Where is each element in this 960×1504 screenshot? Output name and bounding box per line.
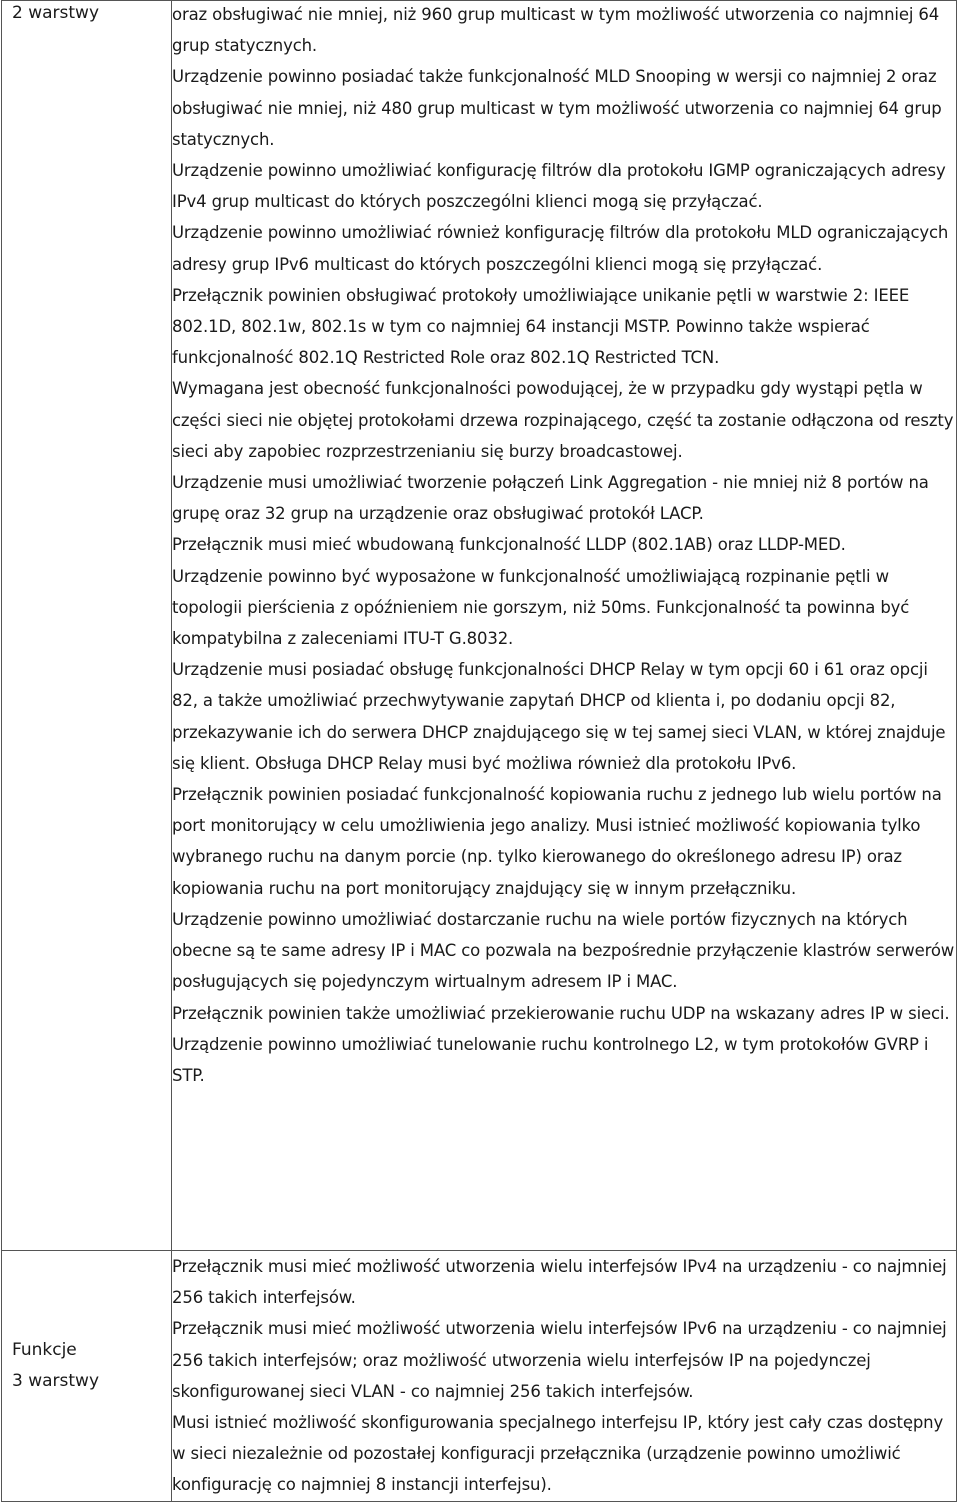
paragraph: Przełącznik musi mieć możliwość utworzenia wielu interfejsów IPv4 na urządzeniu - co najmniej 256 takich interfejsów.	[172, 1257, 947, 1308]
table-row	[2, 1251, 957, 1502]
paragraph: Urządzenie musi umożliwiać tworzenie połączeń Link Aggregation - nie mniej niż 8 portów na grupę oraz 32 grup na urządzenie oraz obsługiwać protokół LACP.	[172, 473, 929, 524]
paragraph: Przełącznik powinien także umożliwiać przekierowanie ruchu UDP na wskazany adres IP w sieci.	[172, 1003, 950, 1023]
paragraph: Urządzenie powinno być wyposażone w funkcjonalność umożliwiającą rozpinanie pętli w topologii pierścienia z opóźnieniem nie gorszym, niż 50ms. Funkcjonalność ta powinna być kompatybilna z zaleceniami ITU-T G.8032.	[172, 566, 910, 649]
paragraph: Musi istnieć możliwość skonfigurowania specjalnego interfejsu IP, który jest cały czas dostępny w sieci niezależnie od pozostałej konfiguracji przełącznika (urządzenie powinno umożliwić konfigurację co najmniej 8 instancji interfejsu).	[172, 1413, 944, 1495]
row-label-cell	[2, 1251, 172, 1502]
row-label-line: 3 warstwy	[12, 1371, 100, 1391]
table-row	[2, 1, 957, 1251]
paragraph: Przełącznik musi mieć możliwość utworzenia wielu interfejsów IPv6 na urządzeniu - co najmniej 256 takich interfejsów; oraz możliwość utworzenia wielu interfejsów IP na pojedynczej skonfigurowanej sieci VLAN - co najmniej 256 takich interfejsów.	[172, 1319, 947, 1401]
row-label	[12, 1335, 99, 1397]
row-content-cell	[172, 1251, 957, 1502]
paragraph: Wymagana jest obecność funkcjonalności powodującej, że w przypadku gdy wystąpi pętla w części sieci nie objętej protokołami drzewa rozpinającego, część ta zostanie odłączona od reszty sieci aby zapobiec rozprzestrzenianiu się burzy broadcastowej.	[172, 379, 954, 461]
paragraph: Przełącznik powinien posiadać funkcjonalność kopiowania ruchu z jednego lub wielu portów na port monitorujący w celu umożliwienia jego analizy. Musi istnieć możliwość kopiowania tylko wybranego ruchu na danym porcie (np. tylko kierowanego do określonego adresu IP) oraz kopiowania ruchu na port monitorujący znajdujący się w innym przełączniku.	[172, 785, 942, 898]
paragraph: Urządzenie musi posiadać obsługę funkcjonalności DHCP Relay w tym opcji 60 i 61 oraz opcji 82, a także umożliwiać przechwytywanie zapytań DHCP od klienta i, po dodaniu opcji 82, przekazywanie ich do serwera DHCP znajdującego się w tej samej sieci VLAN, w której znajduje się klient. Obsługa DHCP Relay musi być możliwa również dla protokołu IPv6.	[172, 660, 946, 773]
row-content-cell	[172, 1, 957, 1251]
row-label: 2 warstwy	[12, 3, 100, 23]
row-label-cell	[2, 1, 172, 1251]
paragraph: oraz obsługiwać nie mniej, niż 960 grup multicast w tym możliwość utworzenia co najmniej 64 grup statycznych.	[172, 5, 940, 56]
paragraph: Urządzenie powinno umożliwiać konfigurację filtrów dla protokołu IGMP ograniczających adresy IPv4 grup multicast do których poszczególni klienci mogą się przyłączać.	[172, 161, 946, 212]
specification-table	[1, 0, 957, 1502]
paragraph: Urządzenie powinno posiadać także funkcjonalność MLD Snooping w wersji co najmniej 2 oraz obsługiwać nie mniej, niż 480 grup multicast w tym możliwość utworzenia co najmniej 64 grup statycznych.	[172, 67, 942, 149]
paragraph: Urządzenie powinno umożliwiać dostarczanie ruchu na wiele portów fizycznych na których obecne są te same adresy IP i MAC co pozwala na bezpośrednie przyłączenie klastrów serwerów posługujących się pojedynczym wirtualnym adresem IP i MAC.	[172, 909, 955, 992]
paragraph: Urządzenie powinno umożliwiać tunelowanie ruchu kontrolnego L2, w tym protokołów GVRP i STP.	[172, 1034, 929, 1085]
paragraph: Urządzenie powinno umożliwiać również konfigurację filtrów dla protokołu MLD ograniczających adresy grup IPv6 multicast do których poszczególni klienci mogą się przyłączać.	[172, 223, 949, 274]
row-label-line: Funkcje	[12, 1340, 77, 1360]
paragraph: Przełącznik powinien obsługiwać protokoły umożliwiające unikanie pętli w warstwie 2: IEEE 802.1D, 802.1w, 802.1s w tym co najmniej 64 instancji MSTP. Powinno także wspierać funkcjonalność 802.1Q Restricted Role oraz 802.1Q Restricted TCN.	[172, 285, 910, 368]
paragraph: Przełącznik musi mieć wbudowaną funkcjonalność LLDP (802.1AB) oraz LLDP-MED.	[172, 535, 846, 555]
